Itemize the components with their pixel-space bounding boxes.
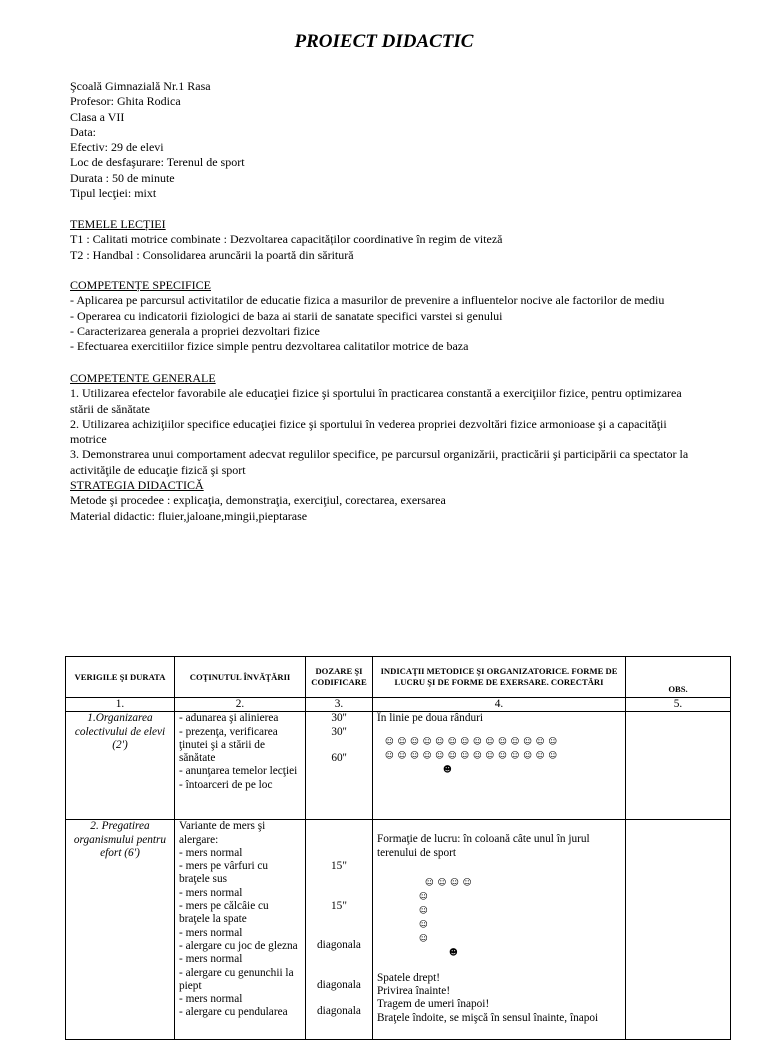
dose-value: 15" (331, 860, 347, 873)
obs-cell (626, 712, 731, 820)
content-cell (175, 712, 306, 820)
content-item: - mers normal (179, 953, 243, 966)
content-item: - întoarceri de pe loc (179, 778, 273, 791)
teacher-icon: ☻ (449, 947, 459, 958)
column-number: 2. (175, 698, 306, 712)
section-line: T2 : Handbal : Consolidarea aruncării la poartă din săritură (70, 247, 354, 262)
indicatii-cell (373, 712, 626, 820)
correction-line: Spatele drept! (377, 971, 441, 984)
student-icon: ☺ (419, 891, 429, 902)
stage-cell: 1.Organizarea colectivului de elevi (2') (66, 712, 175, 820)
dose-cell (306, 820, 373, 1040)
lesson-table (65, 656, 731, 1040)
column-number: 5. (626, 698, 731, 712)
student-formation-row: ☺ ☺ ☺ ☺ ☺ ☺ ☺ ☺ ☺ ☺ ☺ ☺ ☺ ☺ (385, 736, 558, 747)
meta-line: Durata : 50 de minute (70, 170, 175, 185)
dose-value: 60'' (331, 751, 347, 764)
school-info (70, 79, 710, 201)
dose-value: diagonala (317, 938, 361, 951)
section-heading: STRATEGIA DIDACTICĂ (70, 478, 204, 492)
dose-cell (306, 712, 373, 820)
dose-value: diagonala (317, 979, 361, 992)
student-icon: ☺ (419, 933, 429, 944)
table-number-row (66, 698, 731, 712)
section-line: T1 : Calitati motrice combinate : Dezvoltarea capacităților coordinative în regim de viteză (70, 232, 503, 247)
meta-line: Profesor: Ghita Rodica (70, 94, 181, 109)
column-number: 1. (66, 698, 175, 712)
section-line: - Aplicarea pe parcursul activitatilor de educatie fizica a masurilor de prevenire a influentelor nocive ale factorilor de mediu (70, 293, 665, 308)
document-title: PROIECT DIDACTIC (294, 31, 474, 52)
teacher-icon: ☻ (443, 764, 453, 775)
correction-line: Privirea înainte! (377, 985, 451, 998)
student-formation-row: ☺ ☺ ☺ ☺ (425, 877, 473, 888)
header-cell: INDICAŢII METODICE ŞI ORGANIZATORICE. FORME DE LUCRU ŞI DE FORME DE EXERSARE. CORECTĂRI (373, 657, 626, 698)
indicatii-cell (373, 820, 626, 1040)
section-heading: TEMELE LECȚIEI (70, 217, 166, 231)
section-line: Material didactic: fluier,jaloane,mingii,pieptarase (70, 508, 308, 523)
student-formation-row: ☺ ☺ ☺ ☺ ☺ ☺ ☺ ☺ ☺ ☺ ☺ ☺ ☺ ☺ (385, 750, 558, 761)
meta-line: Efectiv: 29 de elevi (70, 140, 164, 155)
section-heading: COMPETENȚE SPECIFICE (70, 278, 212, 292)
content-cell (175, 820, 306, 1040)
section-line: 1. Utilizarea efectelor favorabile ale educaţiei fizice şi sportului în practicarea constantă a exerciţiilor fizice, pentru optimizarea stării de sănătate (70, 386, 682, 416)
indicatii-text: Formaţie de lucru: în coloană câte unul în jurul terenului de sport (377, 833, 590, 859)
content-item: - mers normal (179, 993, 243, 1006)
header-cell: DOZARE ŞI CODIFICARE (306, 657, 373, 698)
meta-line: Tipul lecţiei: mixt (70, 186, 157, 201)
section-line: Metode şi procedee : explicaţia, demonstraţia, exerciţiul, corectarea, exersarea (70, 493, 446, 508)
correction-line: Tragem de umeri înapoi! (377, 998, 490, 1011)
header-cell: VERIGILE ŞI DURATA (66, 657, 175, 698)
dose-value: diagonala (317, 1005, 361, 1018)
section-line: - Efectuarea exercitiilor fizice simple pentru dezvoltarea calitatilor motrice de baza (70, 339, 469, 354)
content-item: - mers normal (179, 886, 243, 899)
content-item: - alergare cu genunchii la piept (179, 966, 294, 992)
column-number: 3. (306, 698, 373, 712)
student-icon: ☺ (419, 905, 429, 916)
meta-line: Loc de desfaşurare: Terenul de sport (70, 155, 245, 170)
dose-value: 15" (331, 899, 347, 912)
table-header-row (66, 657, 731, 698)
table-row (66, 712, 731, 820)
content-item: - mers pe vârfuri cu braţele sus (179, 860, 269, 886)
section-competente-specifice (70, 278, 692, 354)
section-line: 3. Demonstrarea unui comportament adecvat regulilor specifice, pe parcursul organizării, practicării şi participării ca spectator la activităţile de educaţie fizică şi sport (70, 447, 689, 477)
header-cell: OBS. (626, 657, 731, 698)
section-strategia (70, 478, 692, 524)
column-number: 4. (373, 698, 626, 712)
content-item: - alergare cu joc de glezna (179, 939, 298, 952)
section-line: - Operarea cu indicatorii fiziologici de baza ai starii de sanatate specifici varstei si genului (70, 308, 503, 323)
meta-line: Data: (70, 124, 96, 139)
table-row (66, 820, 731, 1040)
dose-value: 30'' (331, 725, 347, 738)
content-item: - adunarea şi alinierea (179, 712, 279, 725)
content-item: Variante de mers şi alergare: (179, 820, 266, 846)
content-item: - mers normal (179, 846, 243, 859)
obs-cell (626, 820, 731, 1040)
meta-line: Şcoală Gimnazială Nr.1 Rasa (70, 79, 211, 93)
student-icon: ☺ (419, 919, 429, 930)
dose-value: 30'' (331, 712, 347, 725)
section-line: 2. Utilizarea achiziţiilor specifice educaţiei fizice şi sportului în vederea propriei dezvoltări fizice armonioase şi a capacităţii motrice (70, 416, 667, 447)
header-cell: COŢINUTUL ÎNVĂŢĂRII (175, 657, 306, 698)
stage-cell: 2. Pregatirea organismului pentru efort (6') (66, 820, 175, 1040)
content-item: - anunţarea temelor lecţiei (179, 765, 298, 778)
section-heading: COMPETENTE GENERALE (70, 371, 216, 385)
content-item: - mers pe călcâie cu braţele la spate (179, 900, 269, 926)
section-line: - Caracterizarea generala a propriei dezvoltari fizice (70, 323, 320, 338)
indicatii-text: În linie pe doua rânduri (377, 712, 484, 725)
content-item: - alergare cu pendularea (179, 1006, 288, 1019)
meta-line: Clasa a VII (70, 109, 125, 124)
correction-line: Braţele îndoite, se mişcă în sensul înainte, înapoi (377, 1011, 599, 1024)
content-item: - prezenţa, verificarea ţinutei şi a stării de sănătate (179, 725, 278, 765)
section-competente-generale (70, 371, 692, 478)
section-teme (70, 217, 692, 263)
content-item: - mers normal (179, 926, 243, 939)
